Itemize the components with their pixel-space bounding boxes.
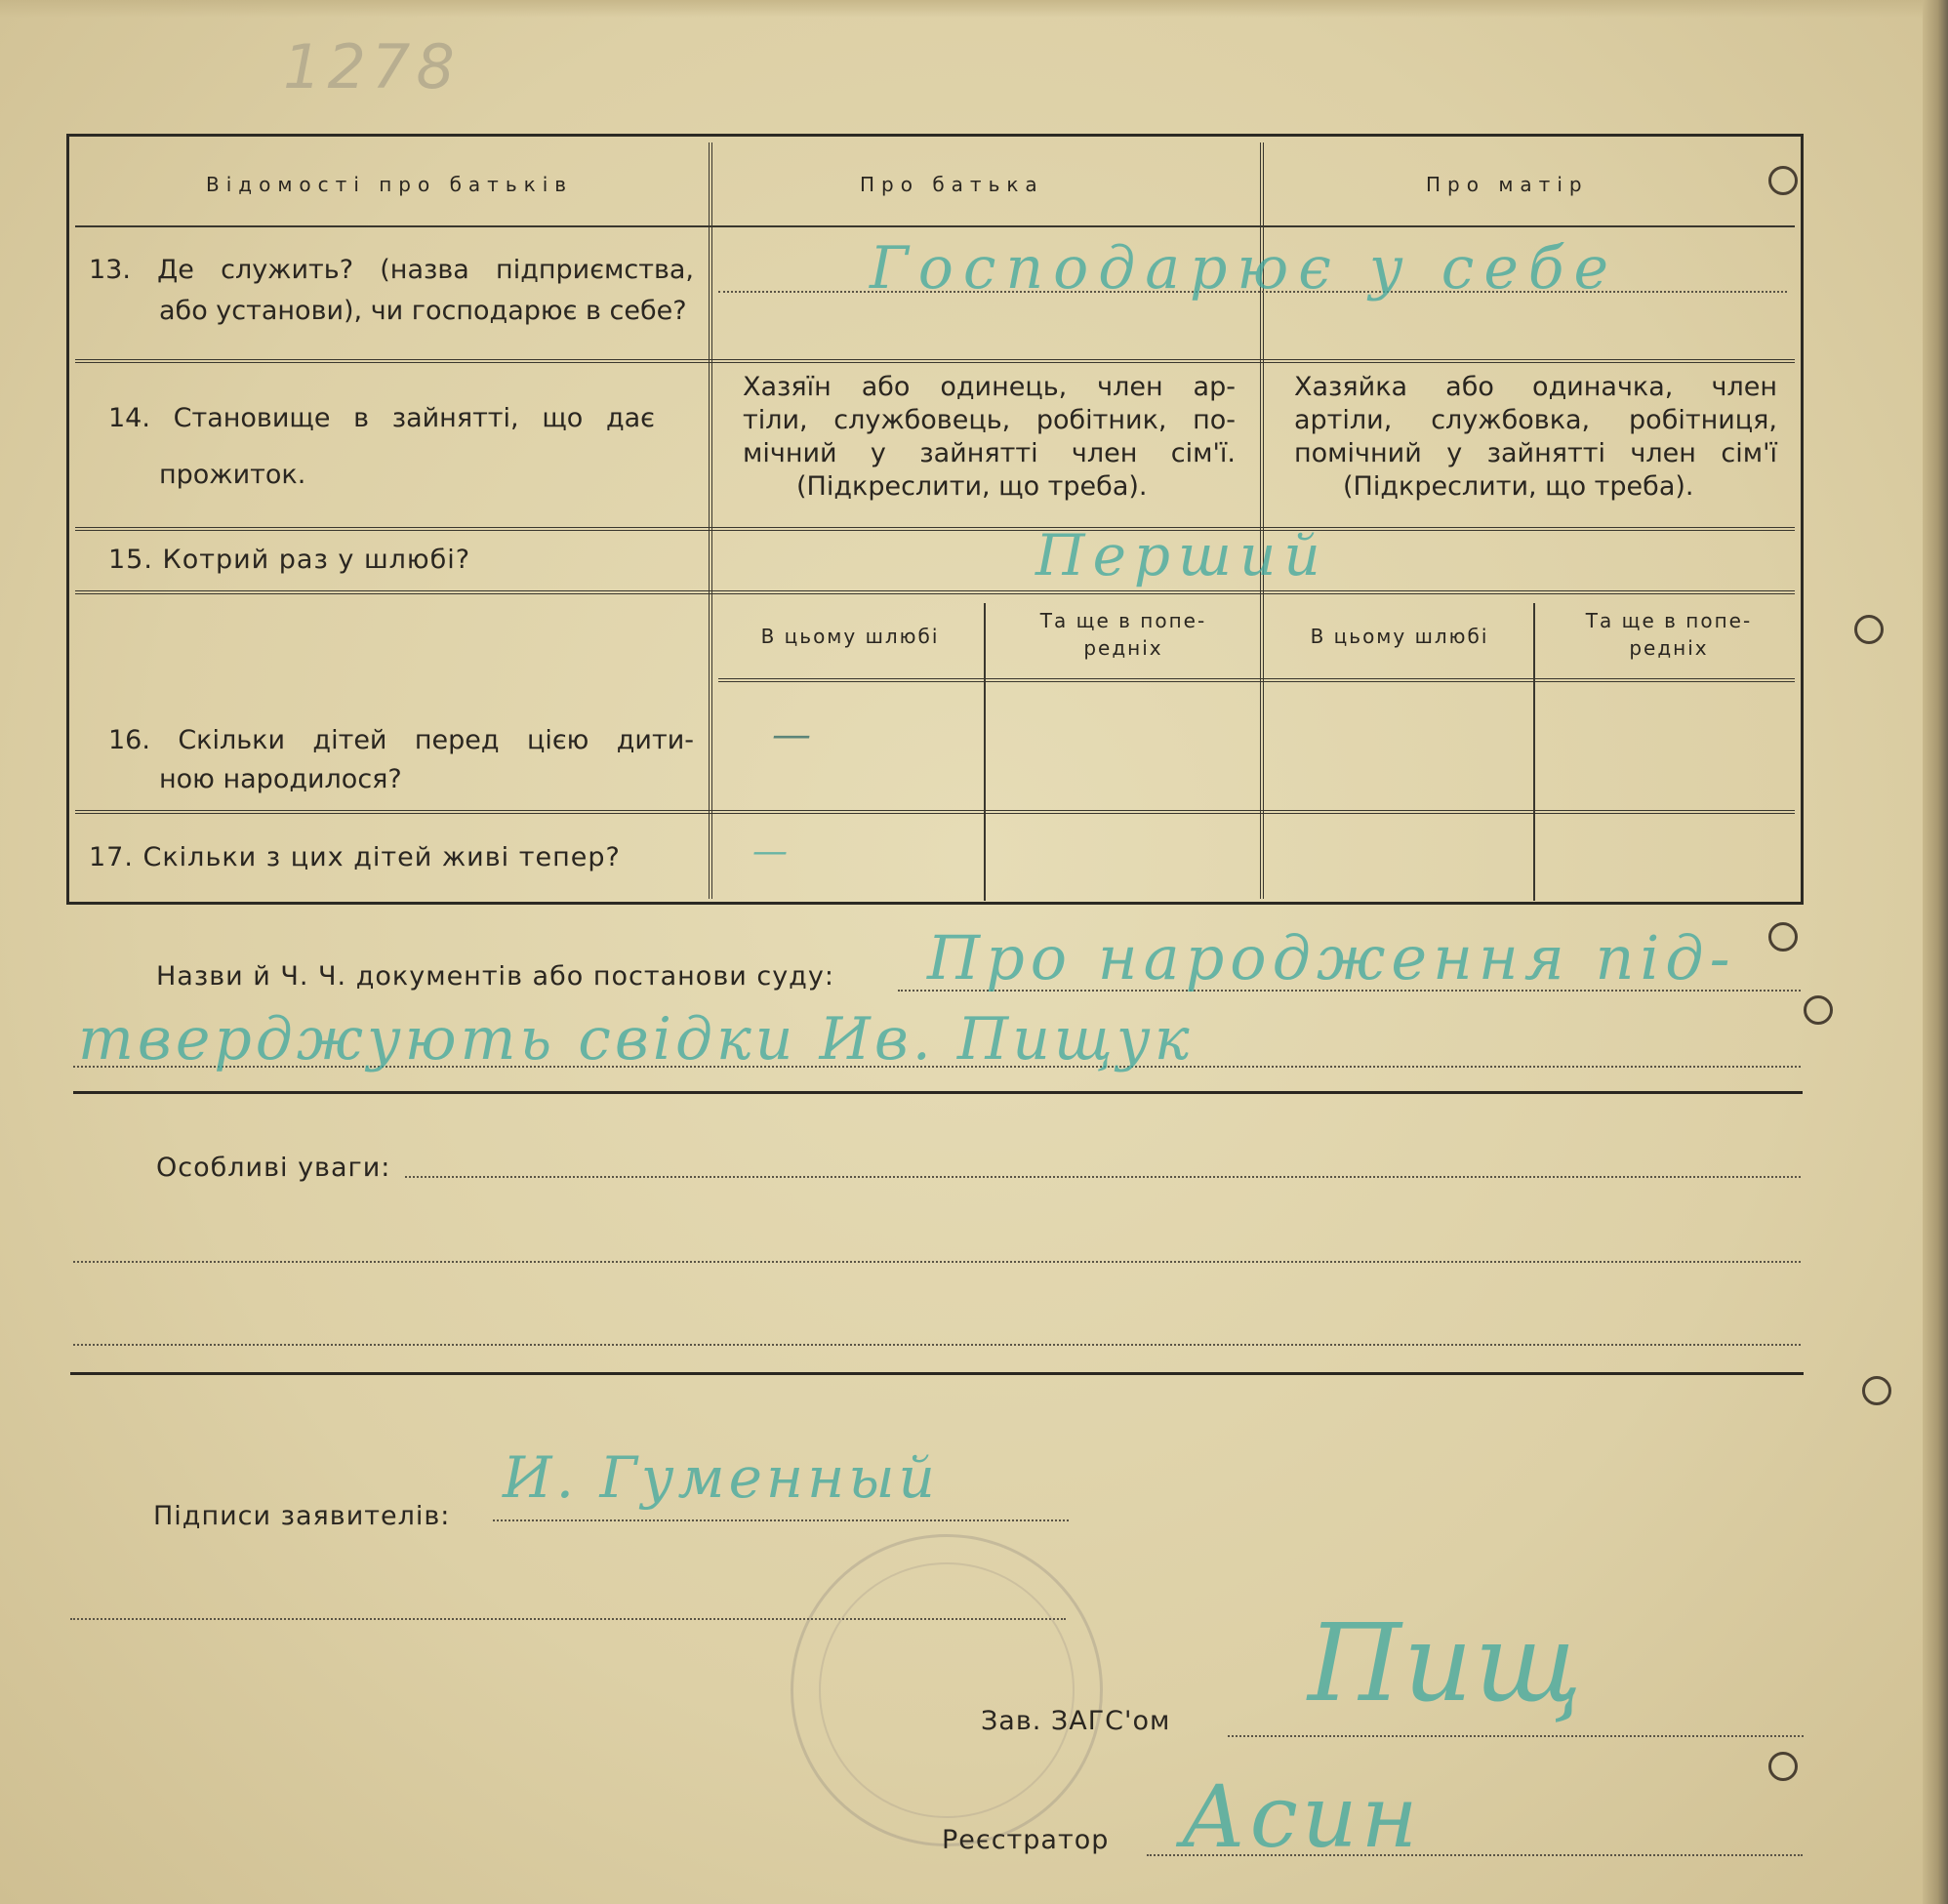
- row15-handwriting: Перший: [1035, 522, 1328, 588]
- zags-head-signature: Пищ: [1308, 1600, 1584, 1725]
- row14-mother-line2: артіли, службовка, робітниця,: [1294, 405, 1777, 435]
- row-divider-16: [75, 810, 1795, 814]
- documents-handwriting-line2: тверджують свідки Ив. Пищук: [78, 1005, 1194, 1074]
- row-divider-13: [75, 359, 1795, 363]
- col-divider-mother-sub: [1533, 603, 1535, 901]
- binding-hole: [1768, 1752, 1798, 1781]
- remarks-section-rule: [70, 1372, 1804, 1375]
- row17-father-mark: —: [752, 831, 788, 871]
- header-about-mother: Про матір: [1426, 173, 1589, 196]
- registrar-label: Реєстратор: [942, 1825, 1110, 1855]
- header-about-father: Про батька: [860, 173, 1044, 196]
- row14-mother-line3: помічний у зайнятті член сім'ї: [1294, 438, 1777, 468]
- binding-hole: [1854, 615, 1884, 644]
- row13-label-line1: 13. Де служить? (назва підприємства,: [89, 255, 694, 285]
- header-parents-info: Відомості про батьків: [206, 173, 574, 196]
- applicants-signature-line-2: [70, 1618, 1066, 1620]
- remarks-dotted-line-1: [405, 1176, 1801, 1178]
- row16-mother-this-marriage: В цьому шлюбі: [1310, 625, 1489, 648]
- row14-father-line3: мічний у зайнятті член сім'ї.: [743, 438, 1236, 468]
- row17-label: 17. Скільки з цих дітей живі тепер?: [89, 842, 621, 872]
- row13-father-handwriting: Господарює у себе: [870, 234, 1619, 303]
- paper-right-edge: [1923, 0, 1948, 1904]
- row14-label-line1: 14. Становище в зайнятті, що дає: [108, 403, 655, 433]
- paper-top-edge: [0, 0, 1948, 18]
- col-divider-1: [709, 142, 712, 899]
- row14-mother-line4: (Підкреслити, що треба).: [1343, 471, 1694, 502]
- binding-hole: [1862, 1376, 1891, 1405]
- row14-father-line4: (Підкреслити, що треба).: [796, 471, 1148, 502]
- pencil-archive-number: 1278: [283, 31, 461, 102]
- row16-father-previous-line1: Та ще в попе-: [1039, 609, 1207, 632]
- row-divider-16-sub: [718, 678, 1795, 682]
- row14-mother-line1: Хазяйка або одиначка, член: [1294, 372, 1777, 402]
- applicants-signature: И. Гуменный: [503, 1444, 939, 1511]
- documents-handwriting-line1: Про народження під-: [927, 922, 1736, 993]
- registrar-signature: Асин: [1181, 1766, 1422, 1867]
- row-divider-header: [75, 225, 1795, 227]
- applicants-signature-line: [493, 1519, 1069, 1521]
- row16-label-line2: ною народилося?: [159, 764, 402, 794]
- binding-hole: [1804, 995, 1833, 1025]
- faded-round-stamp: [791, 1534, 1103, 1846]
- row15-label: 15. Котрий раз у шлюбі?: [108, 545, 471, 575]
- documents-label: Назви й Ч. Ч. документів або постанови суду:: [156, 961, 834, 992]
- row16-father-mark: —: [772, 712, 811, 757]
- binding-hole: [1768, 922, 1798, 952]
- zags-head-label: Зав. ЗАГС'ом: [981, 1706, 1171, 1736]
- row14-label-line2: прожиток.: [159, 460, 306, 490]
- row13-label-line2: або установи), чи господарює в себе?: [159, 296, 687, 326]
- remarks-dotted-line-3: [73, 1344, 1801, 1346]
- documents-section-rule: [73, 1091, 1803, 1094]
- binding-hole: [1768, 166, 1798, 195]
- row16-father-previous-line2: редніх: [1083, 636, 1163, 660]
- row-divider-15: [75, 590, 1795, 594]
- applicants-signature-label: Підписи заявителів:: [153, 1501, 451, 1531]
- remarks-label: Особливі уваги:: [156, 1153, 391, 1183]
- parents-info-table: [66, 134, 1804, 905]
- remarks-dotted-line-2: [73, 1261, 1801, 1263]
- row16-mother-previous-line1: Та ще в попе-: [1585, 609, 1753, 632]
- row16-label-line1: 16. Скільки дітей перед цією дити-: [108, 725, 694, 755]
- row16-mother-previous-line2: редніх: [1629, 636, 1709, 660]
- zags-head-signature-line: [1228, 1735, 1804, 1737]
- row14-father-line1: Хазяїн або одинець, член ар-: [743, 372, 1236, 402]
- row-divider-14: [75, 527, 1795, 531]
- row14-father-line2: тіли, службовець, робітник, по-: [743, 405, 1236, 435]
- col-divider-father-sub: [984, 603, 986, 901]
- row16-father-this-marriage: В цьому шлюбі: [760, 625, 940, 648]
